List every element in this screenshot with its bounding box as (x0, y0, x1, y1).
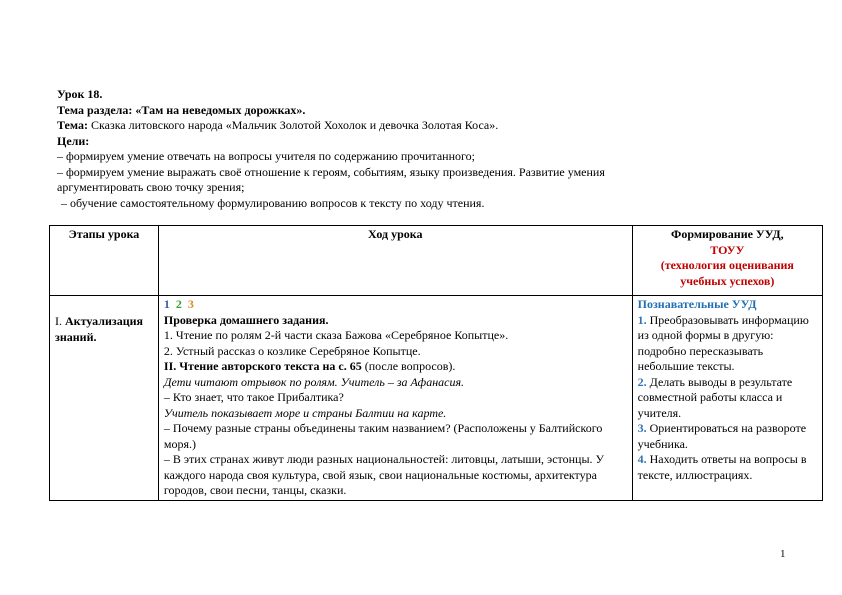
topic-label: Тема: (57, 118, 88, 132)
lesson-table (49, 225, 823, 501)
uud-header-title: Формирование УУД, (671, 227, 784, 241)
section-label: Тема раздела: (57, 102, 133, 117)
uud-item-text: Делать выводы в результате совместной работы класса и учителя. (637, 374, 793, 420)
question: – В этих странах живут люди разных национальностей: литовцы, латыши, эстонцы. У каждого народа своя культура, свой язык, свои национальные костюмы, архитектура городов, свои песни, танцы, сказки. (163, 452, 605, 497)
lesson-header (57, 87, 777, 211)
course-cell (158, 296, 632, 501)
stage-cell (50, 296, 159, 501)
uud-title: Познавательные УУД (637, 297, 757, 311)
goal-item: аргументировать свою точку зрения; (57, 180, 245, 194)
section-line (57, 103, 777, 119)
goal-item: – формируем умение отвечать на вопросы учителя по содержанию прочитанного; (57, 149, 475, 163)
uud-item (638, 375, 817, 422)
goal-item: – формируем умение выражать своё отношение к героям, событиям, языку произведения. Развитие умения (57, 164, 605, 179)
teacher-note: Дети читают отрывок по ролям. Учитель – за Афанасия. (163, 374, 465, 389)
uud-item-number: 1. (637, 312, 647, 327)
section-value: «Там на неведомых дорожках». (135, 102, 306, 117)
touu-label: ТОУУ (710, 242, 745, 257)
course-header: Ход урока (158, 226, 632, 296)
uud-item-text: Находить ответы на вопросы в тексте, иллюстрациях. (637, 452, 807, 482)
homework-check-title: Проверка домашнего задания. (163, 312, 329, 327)
table-header-row (50, 226, 823, 296)
stages-header: Этапы урока (50, 226, 159, 296)
level-marker-1: 1 (163, 297, 170, 311)
reading-title-tail: (после вопросов). (361, 359, 456, 373)
reading-title-bold: II. Чтение авторского текста на с. 65 (163, 359, 362, 373)
teacher-note: Учитель показывает море и страны Балтии на карте. (163, 405, 447, 420)
uud-cell (632, 296, 822, 501)
course-item: 1. Чтение по ролям 2-й части сказа Бажова «Серебряное Копытце». (163, 328, 509, 342)
uud-item (638, 452, 817, 483)
level-markers (164, 297, 627, 313)
uud-item-text: Преобразовывать информацию из одной формы в другую: подробно пересказывать небольшие тексты. (637, 312, 809, 373)
uud-item-number: 4. (637, 452, 647, 466)
question: – Кто знает, что такое Прибалтика? (163, 390, 344, 404)
uud-item-number: 3. (637, 421, 647, 435)
topic-value: Сказка литовского народа «Мальчик Золотой Хохолок и девочка Золотая Коса». (90, 118, 499, 132)
question: – Почему разные страны объединены таким названием? (Расположены у Балтийского моря.) (163, 421, 603, 451)
uud-item (638, 313, 817, 375)
lesson-number: Урок 18. (57, 87, 103, 101)
table-row (50, 296, 823, 501)
uud-item-text: Ориентироваться на развороте учебника. (637, 421, 807, 451)
goal-item: – обучение самостоятельному формулированию вопросов к тексту по ходу чтения. (61, 195, 485, 210)
stage-title (55, 314, 153, 345)
stage-name: Актуализация знаний. (55, 314, 144, 344)
level-marker-3: 3 (187, 297, 194, 311)
level-marker-2: 2 (175, 297, 182, 311)
uud-item (638, 421, 817, 452)
uud-item-number: 2. (637, 374, 647, 389)
goals-label: Цели: (57, 133, 90, 148)
page-number: 1 (780, 548, 786, 560)
reading-title (164, 359, 627, 375)
touu-desc-1: (технология оценивания (660, 258, 794, 272)
topic-line (57, 118, 777, 134)
uud-header (632, 226, 822, 296)
touu-desc-2: учебных успехов) (680, 273, 775, 288)
stage-number: I. (55, 314, 62, 328)
course-item: 2. Устный рассказ о козлике Серебряное Копытце. (163, 343, 421, 358)
